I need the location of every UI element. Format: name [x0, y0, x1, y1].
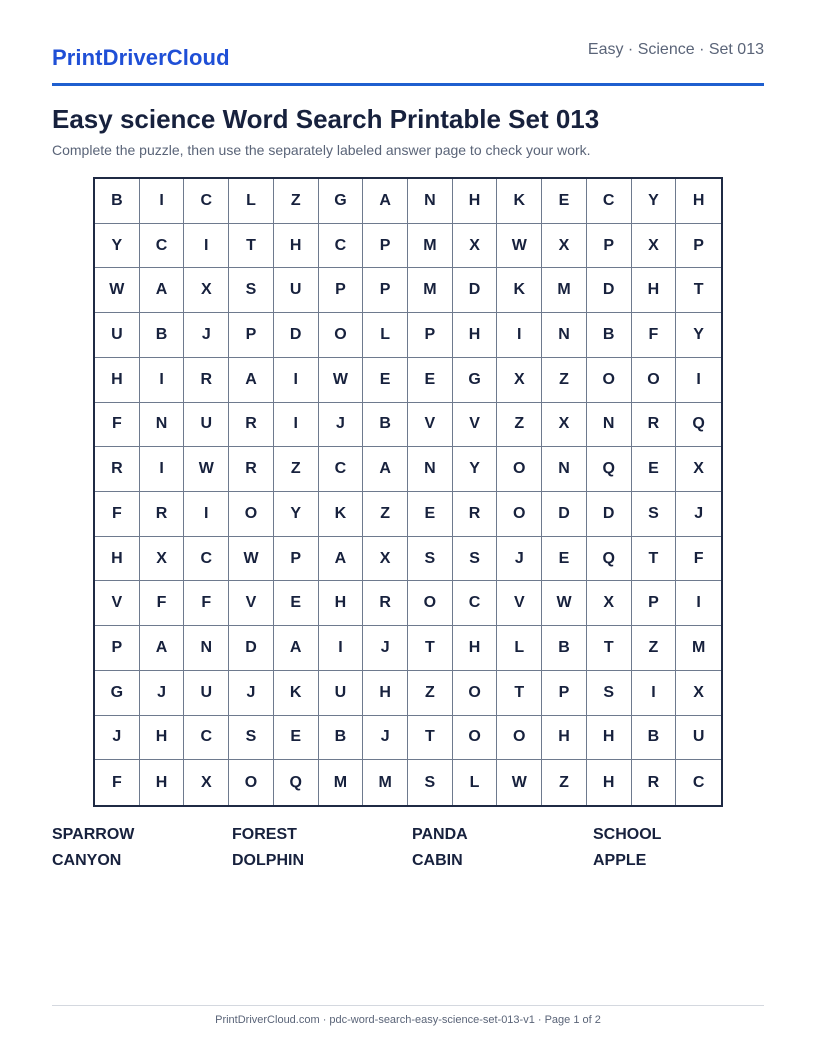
grid-cell: E — [408, 358, 453, 403]
grid-cell: R — [363, 581, 408, 626]
grid-cell: O — [632, 358, 677, 403]
grid-cell: U — [184, 671, 229, 716]
grid-cell: K — [274, 671, 319, 716]
grid-cell: I — [140, 358, 185, 403]
grid-cell: B — [319, 716, 364, 761]
grid-cell: I — [274, 403, 319, 448]
grid-cell: I — [497, 313, 542, 358]
grid-cell: X — [676, 447, 721, 492]
grid-cell: X — [542, 403, 587, 448]
grid-cell: C — [184, 716, 229, 761]
grid-cell: Z — [274, 447, 319, 492]
grid-cell: B — [363, 403, 408, 448]
grid-cell: R — [453, 492, 498, 537]
word-list-item: SCHOOL — [593, 826, 662, 843]
grid-cell: P — [319, 268, 364, 313]
grid-cell: J — [497, 537, 542, 582]
grid-cell: J — [184, 313, 229, 358]
grid-cell: P — [542, 671, 587, 716]
grid-cell: P — [95, 626, 140, 671]
grid-cell: X — [140, 537, 185, 582]
grid-cell: H — [319, 581, 364, 626]
grid-cell: C — [453, 581, 498, 626]
grid-cell: W — [229, 537, 274, 582]
grid-cell: U — [319, 671, 364, 716]
grid-cell: H — [542, 716, 587, 761]
grid-cell: R — [632, 760, 677, 805]
grid-cell: S — [229, 268, 274, 313]
grid-cell: L — [453, 760, 498, 805]
grid-cell: C — [692, 773, 705, 791]
grid-cell: D — [453, 268, 498, 313]
grid-cell: B — [542, 626, 587, 671]
grid-cell: O — [497, 447, 542, 492]
grid-cell: N — [408, 179, 453, 224]
grid-cell: E — [274, 716, 319, 761]
grid-cell: P — [229, 313, 274, 358]
grid-cell: Z — [408, 671, 453, 716]
word-list-item: FOREST — [232, 826, 297, 843]
grid-cell: U — [184, 403, 229, 448]
grid-cell: X — [676, 671, 721, 716]
grid-cell: B — [632, 716, 677, 761]
grid-cell: M — [676, 626, 721, 671]
grid-cell: A — [363, 447, 408, 492]
grid-cell: H — [95, 358, 140, 403]
grid-cell: C — [140, 224, 185, 269]
grid-cell: V — [453, 403, 498, 448]
grid-cell: W — [319, 358, 364, 403]
grid-cell: I — [140, 447, 185, 492]
grid-cell: S — [229, 716, 274, 761]
grid-cell: D — [587, 268, 632, 313]
grid-cell: K — [497, 268, 542, 313]
grid-cell: Y — [274, 492, 319, 537]
grid-cell: N — [140, 403, 185, 448]
grid-cell: T — [497, 671, 542, 716]
grid-cell: F — [676, 537, 721, 582]
grid-cell: P — [587, 224, 632, 269]
grid-cell: A — [319, 537, 364, 582]
grid-cell: M — [319, 760, 364, 805]
grid-cell: F — [184, 581, 229, 626]
grid-cell: W — [184, 447, 229, 492]
grid-cell: G — [453, 358, 498, 403]
grid-cell: A — [274, 626, 319, 671]
grid-cell: O — [229, 492, 274, 537]
grid-cell: B — [587, 313, 632, 358]
grid-cell: A — [140, 626, 185, 671]
page-header — [52, 38, 764, 86]
grid-cell: N — [542, 313, 587, 358]
grid-cell: F — [632, 313, 677, 358]
word-list-item: CANYON — [52, 852, 122, 869]
grid-cell: I — [274, 358, 319, 403]
grid-cell: U — [274, 268, 319, 313]
grid-cell: H — [587, 716, 632, 761]
grid-cell: R — [229, 403, 274, 448]
grid-cell: J — [140, 671, 185, 716]
grid-cell: O — [497, 716, 542, 761]
grid-cell: Z — [542, 760, 587, 805]
grid-cell: Q — [587, 537, 632, 582]
grid-cell: P — [632, 581, 677, 626]
grid-cell: I — [632, 671, 677, 716]
grid-cell: T — [587, 626, 632, 671]
grid-cell: E — [363, 358, 408, 403]
grid-cell: S — [632, 492, 677, 537]
grid-cell: T — [632, 537, 677, 582]
grid-cell: C — [587, 179, 632, 224]
grid-cell: C — [319, 224, 364, 269]
grid-cell: H — [453, 626, 498, 671]
grid-cell: I — [676, 358, 721, 403]
grid-cell: X — [587, 581, 632, 626]
grid-cell: X — [453, 224, 498, 269]
grid-cell: H — [140, 716, 185, 761]
grid-cell: W — [497, 760, 542, 805]
grid-cell: V — [229, 581, 274, 626]
page-title: Easy science Word Search Printable Set 013 — [52, 104, 600, 134]
grid-cell: T — [408, 716, 453, 761]
grid-cell: N — [184, 626, 229, 671]
word-list-item: SPARROW — [52, 826, 135, 843]
grid-cell: X — [184, 268, 229, 313]
grid-cell: C — [319, 447, 364, 492]
grid-cell: S — [587, 671, 632, 716]
grid-cell: I — [184, 224, 229, 269]
grid-cell: H — [453, 179, 498, 224]
grid-cell: S — [408, 760, 453, 805]
grid-cell: Y — [632, 179, 677, 224]
grid-cell: H — [140, 760, 185, 805]
grid-cell: X — [497, 358, 542, 403]
word-list — [52, 826, 772, 870]
grid-cell: X — [184, 760, 229, 805]
grid-cell: N — [542, 447, 587, 492]
grid-cell: Y — [95, 224, 140, 269]
grid-cell: O — [408, 581, 453, 626]
grid-cell: E — [542, 537, 587, 582]
grid-cell: A — [140, 268, 185, 313]
grid-cell: B — [140, 313, 185, 358]
grid-cell: Q — [587, 447, 632, 492]
grid-cell: D — [229, 626, 274, 671]
grid-cell: O — [587, 358, 632, 403]
grid-cell: H — [363, 671, 408, 716]
grid-cell: N — [587, 403, 632, 448]
grid-cell: P — [676, 224, 721, 269]
grid-cell: Y — [453, 447, 498, 492]
grid-cell: O — [453, 671, 498, 716]
grid-cell: Z — [363, 492, 408, 537]
grid-cell: K — [497, 179, 542, 224]
grid-cell: B — [95, 179, 140, 224]
grid-cell: X — [632, 224, 677, 269]
grid-cell: D — [274, 313, 319, 358]
grid-cell: L — [229, 179, 274, 224]
grid-cell: N — [408, 447, 453, 492]
grid-cell: Z — [542, 358, 587, 403]
grid-cell: D — [587, 492, 632, 537]
grid-cell: E — [542, 179, 587, 224]
grid-cell: T — [408, 626, 453, 671]
grid-cell: K — [319, 492, 364, 537]
grid-cell: F — [95, 403, 140, 448]
grid-cell: R — [95, 447, 140, 492]
footer-divider — [52, 1005, 764, 1006]
grid-cell: H — [453, 313, 498, 358]
grid-cell: J — [676, 492, 721, 537]
grid-cell: P — [363, 268, 408, 313]
grid-cell: H — [95, 537, 140, 582]
grid-cell: J — [229, 671, 274, 716]
grid-cell: F — [140, 581, 185, 626]
grid-cell: U — [676, 716, 721, 761]
grid-cell: P — [363, 224, 408, 269]
word-list-item: CABIN — [412, 852, 463, 869]
grid-cell: E — [274, 581, 319, 626]
grid-cell: M — [363, 760, 408, 805]
grid-cell: O — [497, 492, 542, 537]
grid-cell: X — [542, 224, 587, 269]
word-search-grid — [93, 177, 723, 807]
grid-cell: M — [408, 224, 453, 269]
grid-cell: S — [453, 537, 498, 582]
grid-cell: Q — [676, 403, 721, 448]
word-list-item: PANDA — [412, 826, 468, 843]
grid-cell: U — [95, 313, 140, 358]
grid-cell: Q — [274, 760, 319, 805]
grid-cell: R — [184, 358, 229, 403]
word-list-item: APPLE — [593, 852, 647, 869]
grid-cell: E — [408, 492, 453, 537]
grid-cell: M — [542, 268, 587, 313]
grid-cell: G — [319, 179, 364, 224]
page-footer: PrintDriverCloud.com · pdc-word-search-easy-science-set-013-v1 · Page 1 of 2 — [215, 1014, 601, 1026]
grid-cell: C — [184, 179, 229, 224]
grid-cell: P — [274, 537, 319, 582]
word-list-item: DOLPHIN — [232, 852, 304, 869]
grid-cell: H — [587, 760, 632, 805]
grid-cell: O — [453, 716, 498, 761]
grid-cell: J — [95, 716, 140, 761]
grid-cell: L — [363, 313, 408, 358]
grid-cell: S — [408, 537, 453, 582]
grid-cell: T — [676, 268, 721, 313]
grid-cell: Z — [632, 626, 677, 671]
grid-cell: V — [408, 403, 453, 448]
grid-cell: A — [229, 358, 274, 403]
grid-cell: J — [363, 716, 408, 761]
grid-cell: L — [497, 626, 542, 671]
grid-cell: W — [95, 268, 140, 313]
grid-cell: F — [95, 492, 140, 537]
grid-cell: R — [632, 403, 677, 448]
grid-cell: T — [229, 224, 274, 269]
grid-cell: R — [140, 492, 185, 537]
grid-cell: E — [632, 447, 677, 492]
grid-cell: G — [95, 671, 140, 716]
grid-cell: C — [184, 537, 229, 582]
brand-logo[interactable]: PrintDriverCloud — [52, 45, 230, 70]
grid-cell: P — [408, 313, 453, 358]
grid-cell: W — [497, 224, 542, 269]
grid-cell: V — [95, 581, 140, 626]
grid-cell: M — [408, 268, 453, 313]
grid-cell: Z — [274, 179, 319, 224]
grid-cell: Y — [676, 313, 721, 358]
grid-cell: H — [274, 224, 319, 269]
grid-cell: J — [319, 403, 364, 448]
grid-cell: F — [95, 760, 140, 805]
breadcrumb: Easy · Science · Set 013 — [587, 41, 764, 58]
grid-cell: I — [319, 626, 364, 671]
grid-cell: X — [363, 537, 408, 582]
grid-cell: V — [497, 581, 542, 626]
grid-cell: R — [229, 447, 274, 492]
grid-cell: J — [363, 626, 408, 671]
grid-cell: O — [229, 760, 274, 805]
grid-cell: I — [140, 179, 185, 224]
grid-cell: A — [363, 179, 408, 224]
grid-cell: D — [542, 492, 587, 537]
page-subtitle: Complete the puzzle, then use the separately labeled answer page to check your work. — [52, 142, 591, 158]
grid-cell: O — [319, 313, 364, 358]
grid-cell: I — [676, 581, 721, 626]
grid-cell: I — [184, 492, 229, 537]
grid-cell: Z — [497, 403, 542, 448]
grid-cell: W — [542, 581, 587, 626]
grid-cell: H — [632, 268, 677, 313]
grid-cell: H — [676, 179, 721, 224]
